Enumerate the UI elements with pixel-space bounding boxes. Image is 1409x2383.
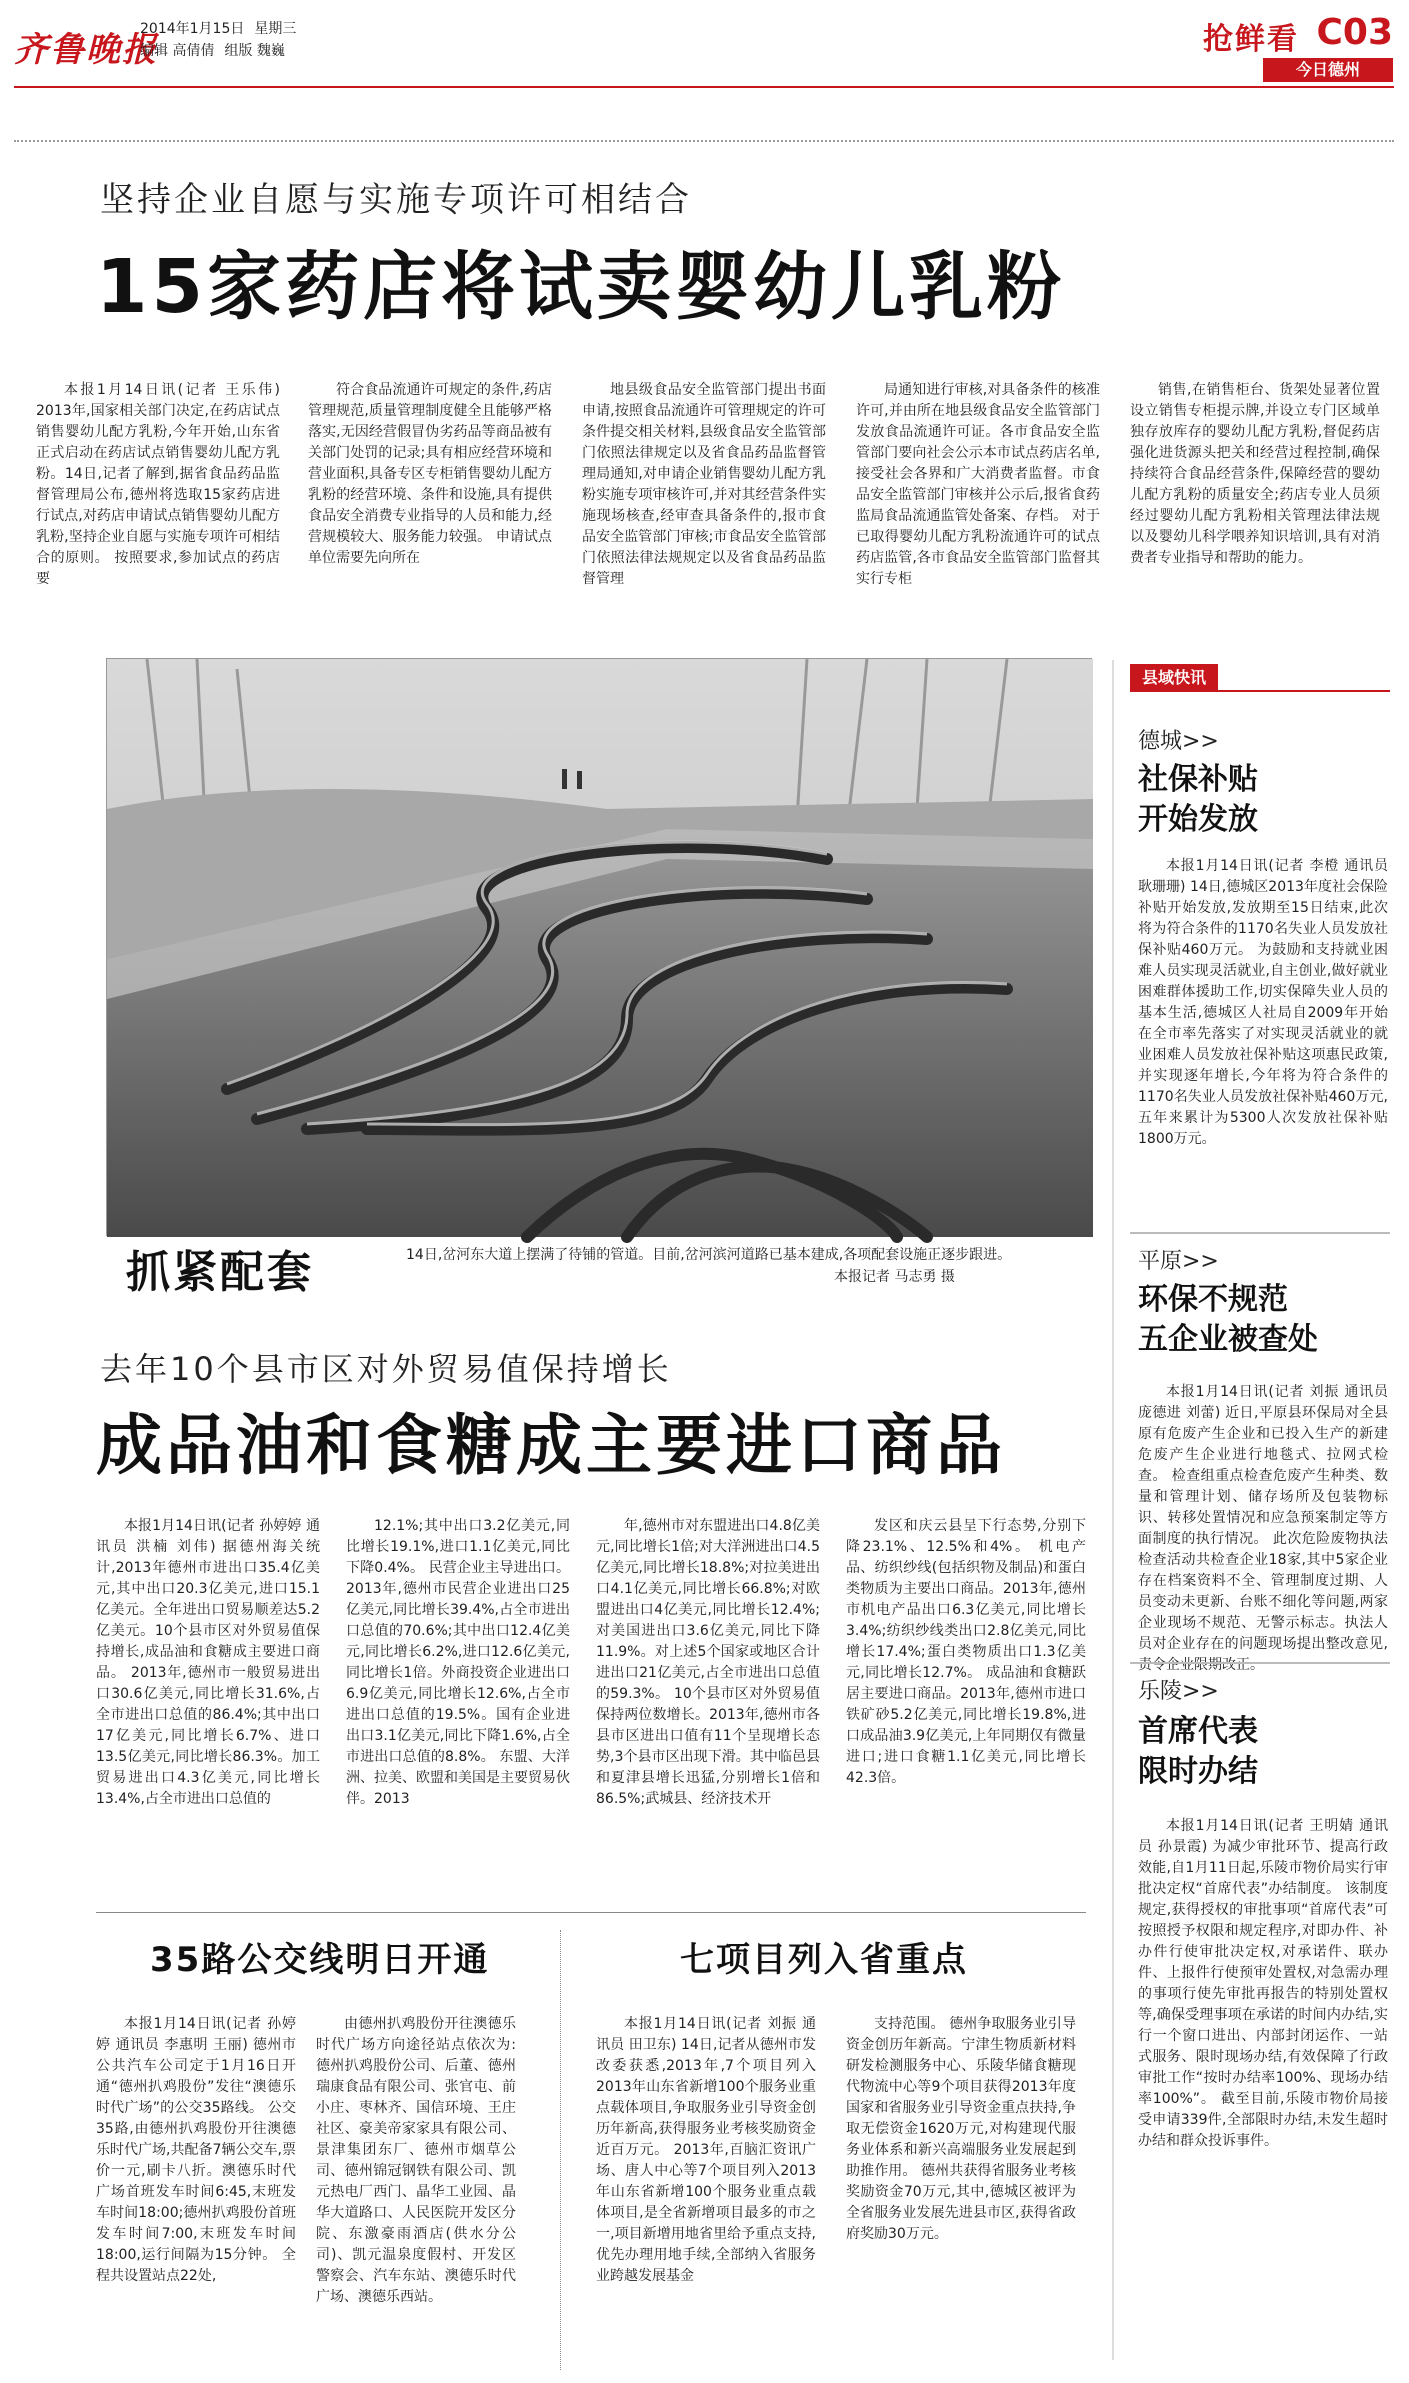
story2-column-3: 年,德州市对东盟进出口4.8亿美元,同比增长1倍;对大洋洲进出口4.5亿美元,同比增长18.8%;对拉美进出口4.1亿美元,同比增长66.8%;对欧盟进出口4亿美元,同比增长12.4%;对美国进出口3.6亿美元,同比下降11.9%。对上述5个国家或地区合计进出口21亿美元,占全市进出口总值的59.3%。 10个县市区对外贸易值保持两位数增长。2013年,德州市各县市区进出口值有11个呈现增长态势,3个县市区出现下滑。其中临邑县和夏津县增长迅猛,分别增长1倍和86.5%;武城县、经济技术开 bbox=[596, 1518, 820, 1807]
story1-column-4: 局通知进行审核,对具备条件的核准许可,并由所在地县级食品安全监管部门发放食品流通许可证。各市食品安全监管部门要向社会公示本市试点药店名单,接受社会各界和广大消费者监督。市食品安全监管部门审核并公示后,报省食药监局食品流通监管处备案、存档。 对于已取得婴幼儿配方乳粉流通许可的试点药店监管,各市食品安全监管部门监督其实行专柜 bbox=[856, 382, 1100, 587]
layout-credit: 组版 魏巍 bbox=[224, 43, 285, 59]
sidebar-item-2-body: 本报1月14日讯(记者 刘振 通讯员 庞德进 刘蕾) 近日,平原县环保局对全县原有危废产生企业和已投入生产的新建危废产生企业进行地毯式、拉网式检查。 检查组重点检查危废产生种类、数量和管理计划、储存场所及包装物标识、转移处置情况和应急预案制定等方面制度的执行情况。 此次危险废物执法检查活动共检查企业18家,其中5家企业存在档案资料不全、管理制度过期、人员变动未更新、台账不细化等问题,两家企业现场不规范、无警示标志。执法人员对企业存在的问题现场提出整改意见,责令企业限期改正。 bbox=[1138, 1384, 1388, 1673]
sidebar-separator bbox=[1130, 1662, 1390, 1664]
sidebar-separator bbox=[1130, 1232, 1390, 1234]
sidebar-tag: 县域快讯 bbox=[1130, 664, 1390, 692]
newspaper-logo: 齐鲁晚报 bbox=[14, 30, 158, 70]
story2-column-4: 发区和庆云县呈下行态势,分别下降23.1%、12.5%和4%。 机电产品、纺织纱线(包括织物及制品)和蛋白类物质为主要出口商品。2013年,德州市机电产品出口6.3亿美元,同比增长3.4%;纺织纱线类出口2.8亿美元,同比增长17.4%;蛋白类物质出口1.3亿美元,同比增长12.7%。 成品油和食糖跃居主要进口商品。2013年,德州市进口铁矿砂5.2亿美元,同比增长19.8%,进口成品油3.9亿美元,上年同期仅有微量进口;进口食糖1.1亿美元,同比增长42.3倍。 bbox=[846, 1518, 1086, 1786]
sidebar-item-3-title: 首席代表 限时办结 bbox=[1138, 1714, 1258, 1789]
story2-kicker: 去年10个县市区对外贸易值保持增长 bbox=[100, 1350, 672, 1388]
editor-credit: 编辑 高倩倩 bbox=[140, 43, 215, 59]
story3-headline: 35路公交线明日开通 bbox=[150, 1940, 490, 1980]
story1-kicker: 坚持企业自愿与实施专项许可相结合 bbox=[100, 180, 692, 220]
story2-column-2: 12.1%;其中出口3.2亿美元,同比增长19.1%,进口1.1亿美元,同比下降0.4%。 民营企业主导进出口。2013年,德州市民营企业进出口25亿美元,同比增长39.4%,占全市进出口总值的70.6%;其中出口12.4亿美元,同比增长6.2%,进口12.6亿美元,同比增长1倍。外商投资企业进出口6.9亿美元,同比增长12.6%,占全市进出口总值的19.5%。国有企业进出口3.1亿美元,同比下降1.6%,占全市进出口总值的8.8%。 东盟、大洋洲、拉美、欧盟和美国是主要贸易伙伴。2013 bbox=[346, 1518, 570, 1807]
section-name: 抢鲜看 bbox=[1203, 22, 1299, 57]
sidebar-item-pingyuan-county: 平原>> bbox=[1138, 1249, 1219, 1274]
sidebar-item-3-body: 本报1月14日讯(记者 王明婧 通讯员 孙景霞) 为减少审批环节、提高行政效能,自1月11日起,乐陵市物价局实行审批决定权“首席代表”办结制度。 该制度规定,获得授权的审批事项“首席代表”可按照授予权限和规定程序,对即办件、补办件行使审批决定权,对承诺件、联办件、上报件行使预审处置权,对急需办理的事项行使先审批再报告的特别处置权等,确保受理事项在承诺的时间内办结,实行一个窗口进出、内部封闭运作、一站式服务、限时现场办结,有效保障了行政审批工作“按时办结率100%、现场办结率100%”。 截至目前,乐陵市物价局接受申请339件,全部限时办结,未发生超时办结和群众投诉事件。 bbox=[1138, 1818, 1388, 2149]
story-column-divider bbox=[560, 1930, 561, 2370]
photo-credit: 本报记者 马志勇 摄 bbox=[834, 1269, 955, 1285]
sidebar-divider bbox=[1112, 660, 1114, 2360]
story1-column-1: 本报1月14日讯(记者 王乐伟) 2013年,国家相关部门决定,在药店试点销售婴幼儿配方乳粉,今年开始,山东省正式启动在药店试点销售婴幼儿配方乳粉。14日,记者了解到,据省食品药品监督管理局公布,德州将选取15家药店进行试点,对药店申请试点销售婴幼儿配方乳粉,坚持企业自愿与实施专项许可相结合的原则。 按照要求,参加试点的药店要 bbox=[36, 382, 280, 587]
news-photo-pipes-on-road bbox=[106, 658, 1092, 1236]
story3-column-2: 由德州扒鸡股份开往澳德乐时代广场方向途径站点依次为:德州扒鸡股份公司、后董、德州瑞康食品有限公司、张官屯、前小庄、枣林齐、国信环境、王庄社区、豪美帝家家具有限公司、景津集团东厂、德州市烟草公司、德州锦冠钢铁有限公司、凯元热电厂西门、晶华工业园、晶华大道路口、人民医院开发区分院、东激豪雨酒店(供水分公司)、凯元温泉度假村、开发区警察会、汽车东站、澳德乐时代广场、澳德乐西站。 bbox=[316, 2016, 516, 2305]
issue-date: 2014年1月15日 bbox=[140, 21, 245, 37]
story2-column-1: 本报1月14日讯(记者 孙婷婷 通讯员 洪楠 刘伟) 据德州海关统计,2013年德州市进出口35.4亿美元,其中出口20.3亿美元,进口15.1亿美元。全年进出口贸易顺差达5.2亿美元。10个县市区对外贸易值保持增长,成品油和食糖成主要进口商品。 2013年,德州市一般贸易进出口30.6亿美元,同比增长31.6%,占全市进出口总值的86.4%;其中出口17亿美元,同比增长6.7%、进口13.5亿美元,同比增长86.3%。加工贸易进出口4.3亿美元,同比增长13.4%,占全市进出口总值的 bbox=[96, 1518, 320, 1807]
page-number: C03 bbox=[1316, 12, 1393, 53]
sidebar-item-1-title: 社保补贴 开始发放 bbox=[1138, 762, 1258, 837]
photo-title: 抓紧配套 bbox=[126, 1247, 314, 1298]
story4-headline: 七项目列入省重点 bbox=[680, 1940, 968, 1980]
publication-info bbox=[140, 18, 306, 62]
story4-column-1: 本报1月14日讯(记者 刘振 通讯员 田卫东) 14日,记者从德州市发改委获悉,2013年,7个项目列入2013年山东省新增100个服务业重点载体项目,争取服务业引导资金创历年新高,获得服务业考核奖励资金近百万元。 2013年,百脑汇资讯广场、唐人中心等7个项目列入2013年山东省新增100个服务业重点载体项目,是全省新增项目最多的市之一,项目新增用地省里给予重点支持,优先办理用地手续,全部纳入省服务业跨越发展基金 bbox=[596, 2016, 816, 2284]
sidebar-item-1-body: 本报1月14日讯(记者 李橙 通讯员 耿珊珊) 14日,德城区2013年度社会保险补贴开始发放,发放期至15日结束,此次将为符合条件的1170名失业人员发放社保补贴460万元。 为鼓励和支持就业困难人员实现灵活就业,自主创业,做好就业困难群体援助工作,切实保障失业人员的基本生活,德城区人社局自2009年开始在全市率先落实了对实现灵活就业的就业困难人员发放社保补贴这项惠民政策,并实现逐年增长,今年将为符合条件的1170名失业人员发放社保补贴460万元,五年来累计为5300人次发放社保补贴1800万元。 bbox=[1138, 858, 1388, 1147]
masthead-rule bbox=[14, 86, 1394, 88]
section-divider bbox=[96, 1912, 1086, 1913]
sidebar-item-dechengcounty: 德城>> bbox=[1138, 729, 1219, 754]
story1-column-2: 符合食品流通许可规定的条件,药店管理规范,质量管理制度健全且能够严格落实,无因经营假冒伪劣药品等商品被有关部门处罚的记录;具有相应经营环境和营业面积,具备专区专柜销售婴幼儿配方乳粉的经营环境、条件和设施,具有提供食品安全消费专业指导的人员和能力,经营规模较大、服务能力较强。 申请试点单位需要先向所在 bbox=[308, 382, 552, 566]
story1-column-5: 销售,在销售柜台、货架处显著位置设立销售专柜提示牌,并设立专门区域单独存放库存的婴幼儿配方乳粉,督促药店强化进货源头把关和经营过程控制,确保持续符合食品经营条件,保障经营的婴幼儿配方乳粉的质量安全;药店专业人员须经过婴幼儿配方乳粉相关管理法律法规以及婴幼儿科学喂养知识培训,具有对消费者专业指导和帮助的能力。 bbox=[1130, 382, 1380, 566]
story4-column-2: 支持范围。 德州争取服务业引导资金创历年新高。宁津生物质新材料研发检测服务中心、乐陵华储食糖现代物流中心等9个项目获得2013年度国家和省服务业引导资金重点扶持,争取无偿资金1620万元,对构建现代服务业体系和新兴高端服务业发展起到助推作用。 德州共获得省服务业考核奖励资金70万元,其中,德城区被评为全省服务业发展先进县市区,获得省政府奖励30万元。 bbox=[846, 2016, 1076, 2242]
sidebar-item-2-title: 环保不规范 五企业被查处 bbox=[1138, 1282, 1318, 1357]
story1-headline: 15家药店将试卖婴幼儿乳粉 bbox=[96, 244, 1065, 330]
photo-caption: 14日,岔河东大道上摆满了待铺的管道。目前,岔河滨河道路已基本建成,各项配套设施正逐步跟进。 bbox=[406, 1247, 1012, 1263]
top-divider bbox=[14, 140, 1394, 142]
issue-weekday: 星期三 bbox=[254, 21, 297, 37]
section-header bbox=[1203, 14, 1393, 84]
sidebar-item-laoling-county: 乐陵>> bbox=[1138, 1679, 1219, 1704]
story1-column-3: 地县级食品安全监管部门提出书面申请,按照食品流通许可管理规定的许可条件提交相关材料,县级食品安全监管部门依照法律规定以及省食品药品监督管理局通知,对申请企业销售婴幼儿配方乳粉实施专项审核许可,并对其经营条件实施现场核查,经审查具备条件的,报市食品安全监管部门审核;市食品安全监管部门依照法律法规规定以及省食品药品监督管理 bbox=[582, 382, 826, 587]
story2-headline: 成品油和食糖成主要进口商品 bbox=[96, 1407, 1006, 1484]
masthead bbox=[0, 0, 1409, 120]
story3-column-1: 本报1月14日讯(记者 孙婷婷 通讯员 李惠明 王丽) 德州市公共汽车公司定于1月16日开通“德州扒鸡股份”发往“澳德乐时代广场”的公交35路线。 公交35路,由德州扒鸡股份开往澳德乐时代广场,共配备7辆公交车,票价一元,刷卡八折。澳德乐时代广场首班发车时间6:45,末班发车时间18:00;德州扒鸡股份首班发车时间7:00,末班发车时间18:00,运行间隔为15分钟。 全程共设置站点22处, bbox=[96, 2016, 296, 2284]
city-edition-label: 今日德州 bbox=[1263, 58, 1393, 82]
